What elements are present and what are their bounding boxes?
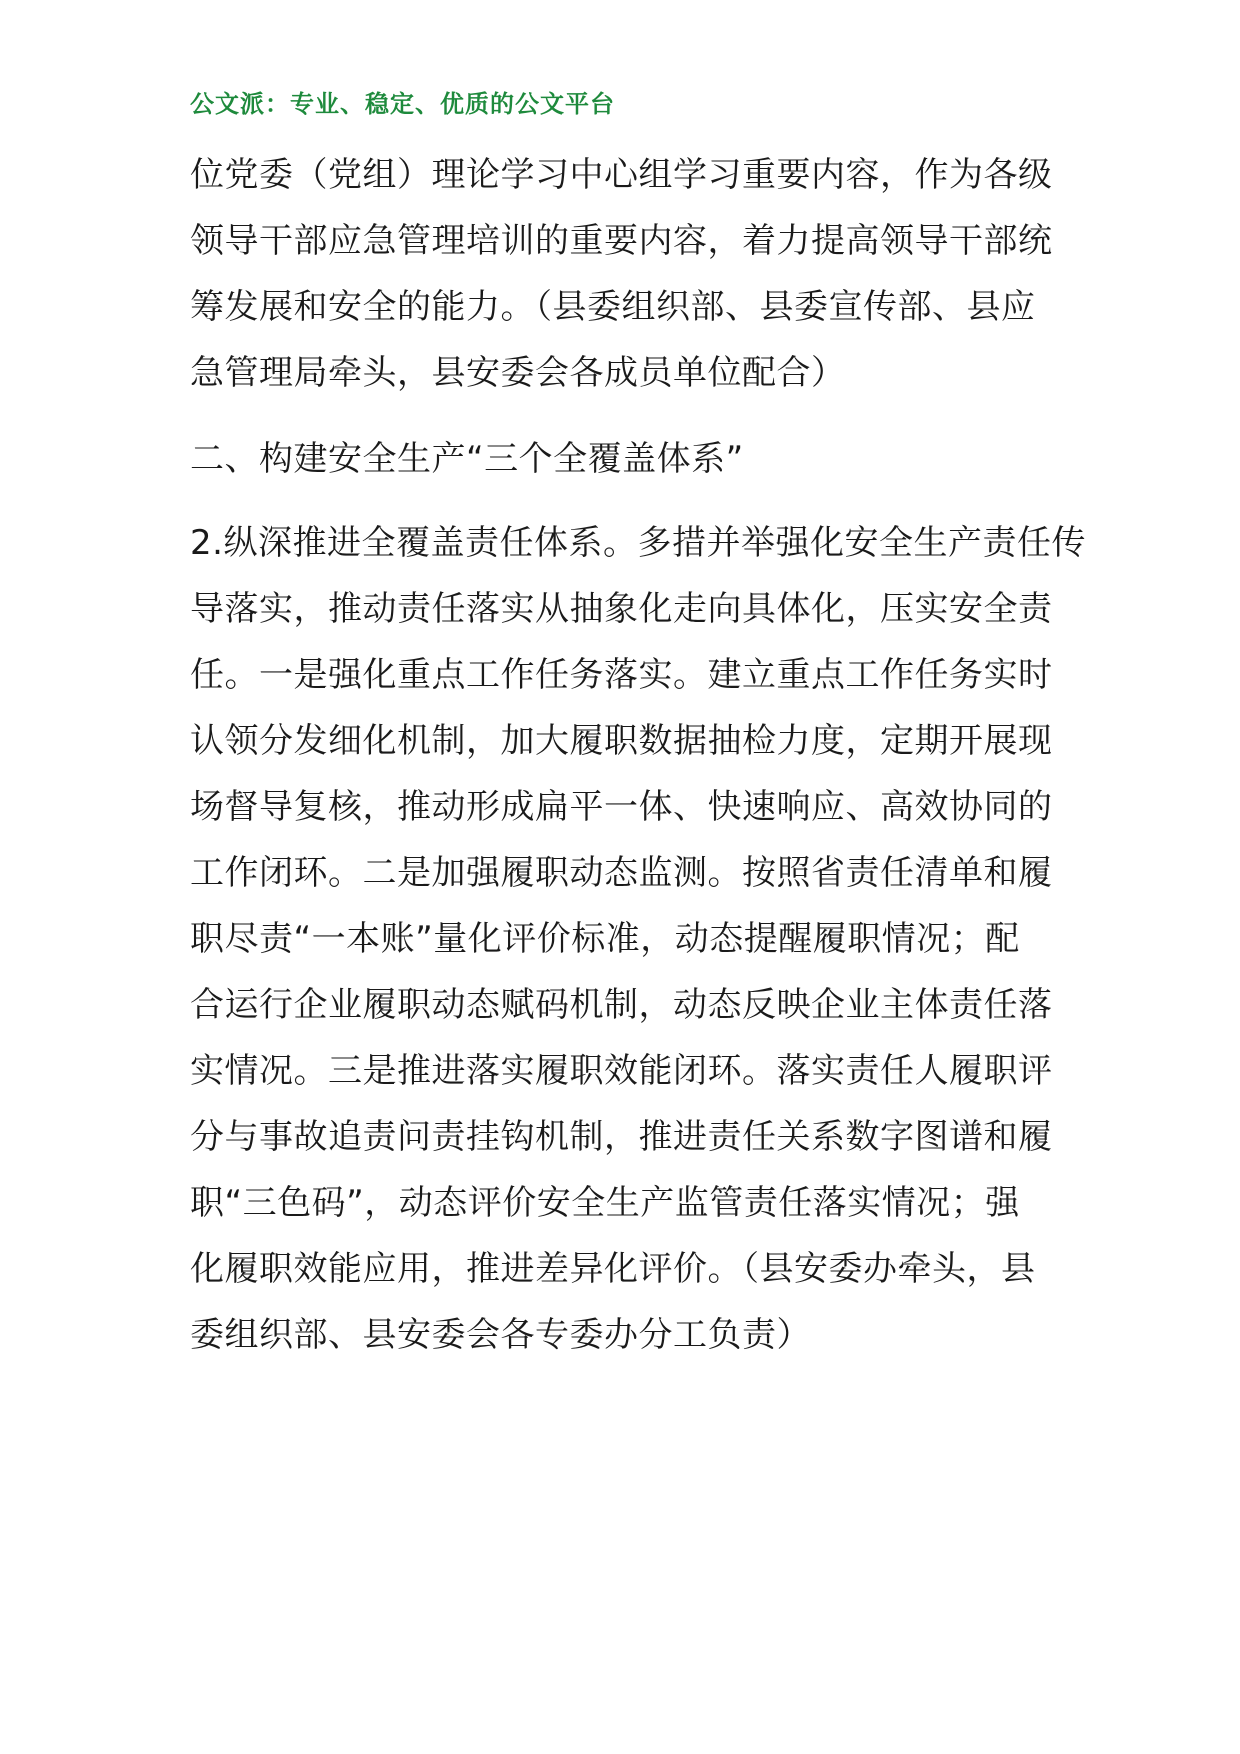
body-line: 实情况。三是推进落实履职效能闭环。落实责任人履职评 bbox=[190, 1051, 1053, 1091]
body-line: 领导干部应急管理培训的重要内容，着力提高领导干部统 bbox=[190, 221, 1053, 261]
body-line: 急管理局牵头，县安委会各成员单位配合） bbox=[190, 353, 846, 393]
body-line: 合运行企业履职动态赋码机制，动态反映企业主体责任落 bbox=[190, 985, 1053, 1025]
site-header-banner: 公文派：专业、稳定、优质的公文平台 bbox=[190, 90, 615, 118]
body-line: 工作闭环。二是加强履职动态监测。按照省责任清单和履 bbox=[190, 853, 1053, 893]
body-line: 位党委（党组）理论学习中心组学习重要内容，作为各级 bbox=[190, 155, 1053, 195]
body-line: 委组织部、县安委会各专委办分工负责） bbox=[190, 1315, 811, 1355]
body-line: 化履职效能应用，推进差异化评价。（县安委办牵头，县 bbox=[190, 1249, 1036, 1289]
body-line: 导落实，推动责任落实从抽象化走向具体化，压实安全责 bbox=[190, 589, 1053, 629]
body-line: 认领分发细化机制，加大履职数据抽检力度，定期开展现 bbox=[190, 721, 1053, 761]
body-line: 2.纵深推进全覆盖责任体系。多措并举强化安全生产责任传 bbox=[190, 523, 1086, 563]
body-line: 分与事故追责问责挂钩机制，推进责任关系数字图谱和履 bbox=[190, 1117, 1053, 1157]
body-line: 场督导复核，推动形成扁平一体、快速响应、高效协同的 bbox=[190, 787, 1053, 827]
section-heading: 二、构建安全生产“三个全覆盖体系” bbox=[190, 439, 744, 479]
body-line: 职尽责“一本账”量化评价标准，动态提醒履职情况；配 bbox=[190, 919, 1020, 959]
body-line: 任。一是强化重点工作任务落实。建立重点工作任务实时 bbox=[190, 655, 1053, 695]
body-line: 职“三色码”，动态评价安全生产监管责任落实情况；强 bbox=[190, 1183, 1020, 1223]
body-line: 筹发展和安全的能力。（县委组织部、县委宣传部、县应 bbox=[190, 287, 1036, 327]
